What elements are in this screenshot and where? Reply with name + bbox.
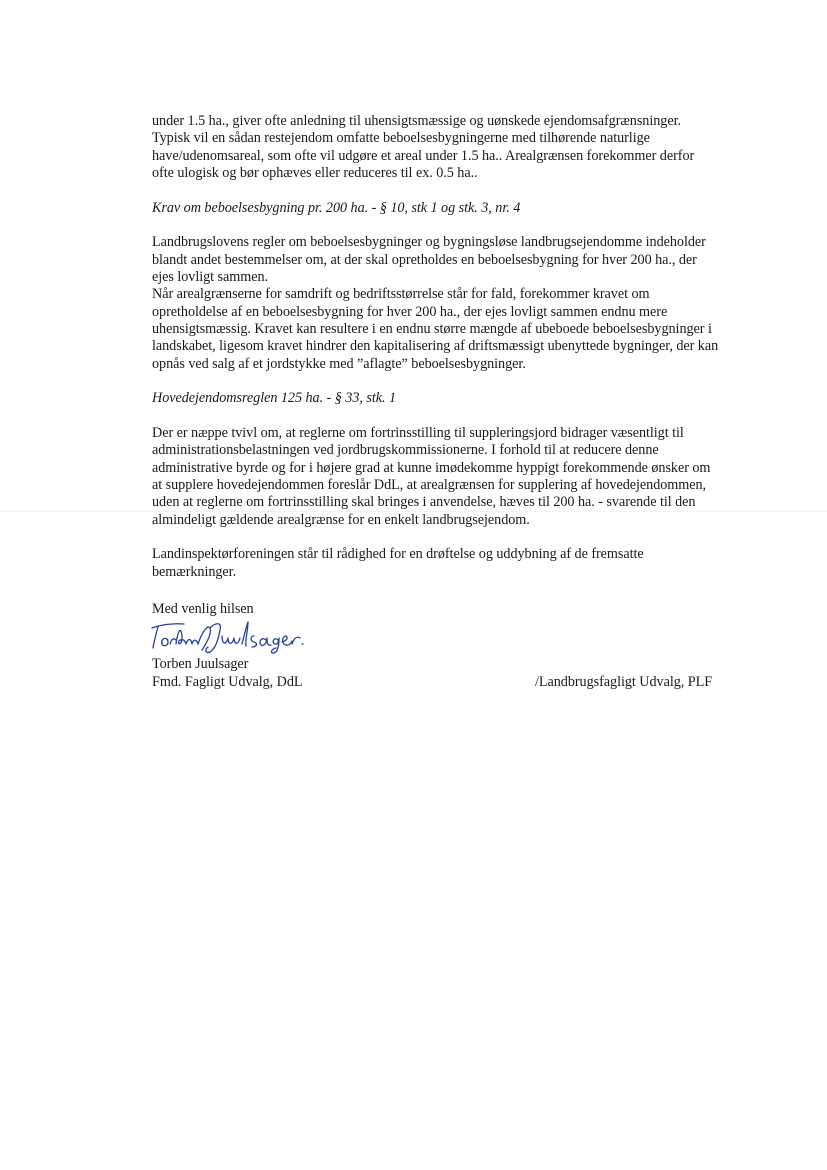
text-line: landskabet, ligesom kravet hindrer den kapitalisering af driftsmæssigt ubenyttede bygninger, der kan — [152, 338, 719, 355]
text-line: blandt andet bestemmelser om, at der skal opretholdes en beboelsesbygning for hver 200 ha., der — [152, 251, 697, 268]
text-line: at supplere hovedejendommen foreslår DdL, at arealgrænsen for supplering af hovedejendommen, — [152, 477, 707, 494]
text-line: Når arealgrænserne for samdrift og bedriftsstørrelse står for fald, forekommer kravet om — [152, 286, 650, 303]
signatory-title-left: Fmd. Fagligt Udvalg, DdL — [152, 673, 303, 690]
closing-block — [152, 601, 752, 691]
text-line: administrationsbelastningen ved jordbrugskommissionerne. I forhold til at reducere denne — [152, 442, 659, 459]
paragraph-closing-remark — [152, 546, 752, 581]
text-line: almindeligt gældende arealgrænse for en enkelt landbrugsejendom. — [152, 511, 530, 528]
text-line: bemærkninger. — [152, 563, 237, 580]
text-line: have/udenomsareal, som ofte vil udgøre et areal under 1.5 ha.. Arealgrænsen forekommer derfor — [152, 147, 695, 164]
signatory-titles — [152, 674, 752, 691]
greeting: Med venlig hilsen — [152, 601, 254, 618]
section-heading-hovedejendomsreglen: Hovedejendomsreglen 125 ha. - § 33, stk. 1 — [152, 390, 397, 407]
text-line: opnås ved salg af et jordstykke med ”aflagte” beboelsesbygninger. — [152, 355, 526, 372]
text-line: Landinspektørforeningen står til rådighed for en drøftelse og uddybning af de fremsatte — [152, 546, 644, 563]
section-heading-beboelsesbygning: Krav om beboelsesbygning pr. 200 ha. - § 10, stk 1 og stk. 3, nr. 4 — [152, 199, 521, 216]
text-line: uden at reglerne om fortrinsstilling skal bringes i anvendelse, hæves til 200 ha. - svarende til den — [152, 494, 696, 511]
signatory-title-right: /Landbrugsfagligt Udvalg, PLF — [535, 673, 713, 690]
text-line: opretholdelse af en beboelsesbygning for hver 200 ha., der ejes lovligt sammen endnu mere — [152, 303, 668, 320]
text-line: administrative byrde og for i højere grad at kunne imødekomme hyppigt forekommende ønsker om — [152, 459, 711, 476]
signatory-name: Torben Juulsager — [152, 656, 249, 673]
handwritten-signature — [150, 614, 310, 654]
text-line: ofte ulogisk og bør ophæves eller reduceres til ex. 0.5 ha.. — [152, 164, 478, 181]
paragraph-arealgraense — [152, 113, 752, 182]
paragraph-hovedejendom — [152, 425, 752, 529]
text-line: Typisk vil en sådan restejendom omfatte beboelsesbygningerne med tilhørende naturlige — [152, 130, 650, 147]
text-line: uhensigtsmæssig. Kravet kan resultere i en endnu større mængde af ubeboede beboelsesbygninger i — [152, 320, 712, 337]
letter-page — [152, 113, 752, 691]
text-line: ejes lovligt sammen. — [152, 269, 269, 286]
text-line: Landbrugslovens regler om beboelsesbygninger og bygningsløse landbrugsejendomme indeholder — [152, 234, 706, 251]
paragraph-beboelsesbygning — [152, 234, 752, 372]
text-line: under 1.5 ha., giver ofte anledning til uhensigtsmæssige og uønskede ejendomsafgrænsninger. — [152, 113, 681, 129]
text-line: Der er næppe tvivl om, at reglerne om fortrinsstilling til suppleringsjord bidrager væsentligt til — [152, 425, 684, 442]
